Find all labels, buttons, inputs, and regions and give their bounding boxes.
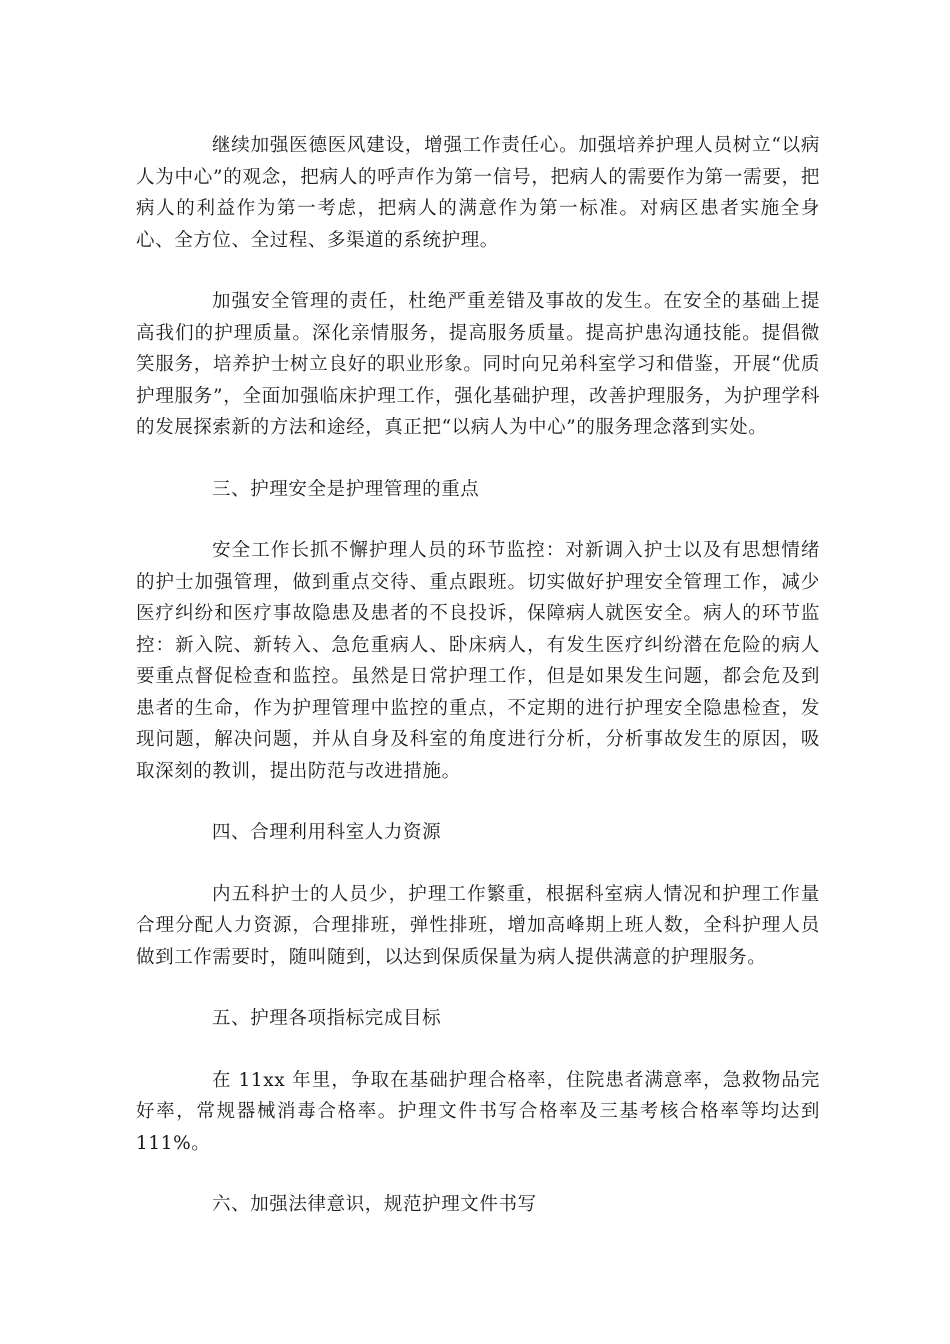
paragraph-medical-ethics: 继续加强医德医风建设，增强工作责任心。加强培养护理人员树立“以病人为中心”的观念，把病人的呼声作为第一信号，把病人的需要作为第一需要，把病人的利益作为第一考虑，把病人的满意作为第一标准。对病区患者实施全身心、全方位、全过程、多渠道的系统护理。 — [136, 135, 820, 251]
section-heading-legal-awareness: 六、加强法律意识，规范护理文件书写 — [212, 1194, 537, 1215]
paragraph-targets: 在 11xx 年里，争取在基础护理合格率，住院患者满意率，急救物品完好率，常规器械消毒合格率。护理文件书写合格率及三基考核合格率等均达到111%。 — [136, 1069, 820, 1154]
paragraph-safety-management: 加强安全管理的责任，杜绝严重差错及事故的发生。在安全的基础上提高我们的护理质量。深化亲情服务，提高服务质量。提高护患沟通技能。提倡微笑服务，培养护士树立良好的职业形象。同时向兄弟科室学习和借鉴，开展“优质护理服务”，全面加强临床护理工作，强化基础护理，改善护理服务，为护理学科的发展探索新的方法和途经，真正把“以病人为中心”的服务理念落到实处。 — [136, 291, 820, 438]
section-heading-targets: 五、护理各项指标完成目标 — [212, 1008, 442, 1029]
section-heading-nursing-safety: 三、护理安全是护理管理的重点 — [212, 478, 480, 500]
paragraph-safety-monitoring: 安全工作长抓不懈护理人员的环节监控：对新调入护士以及有思想情绪的护士加强管理，做到重点交待、重点跟班。切实做好护理安全管理工作，减少医疗纠纷和医疗事故隐患及患者的不良投诉，保障病人就医安全。病人的环节监控：新入院、新转入、急危重病人、卧床病人，有发生医疗纠纷潜在危险的病人要重点督促检查和监控。虽然是日常护理工作，但是如果发生问题，都会危及到患者的生命，作为护理管理中监控的重点，不定期的进行护理安全隐患检查，发现问题，解决问题，并从自身及科室的角度进行分析，分析事故发生的原因，吸取深刻的教训，提出防范与改进措施。 — [136, 540, 820, 782]
section-heading-human-resources: 四、合理利用科室人力资源 — [212, 822, 442, 843]
document-body — [136, 130, 820, 1251]
paragraph-staffing: 内五科护士的人员少，护理工作繁重，根据科室病人情况和护理工作量合理分配人力资源，合理排班，弹性排班，增加高峰期上班人数，全科护理人员做到工作需要时，随叫随到，以达到保质保量为病人提供满意的护理服务。 — [136, 883, 820, 968]
